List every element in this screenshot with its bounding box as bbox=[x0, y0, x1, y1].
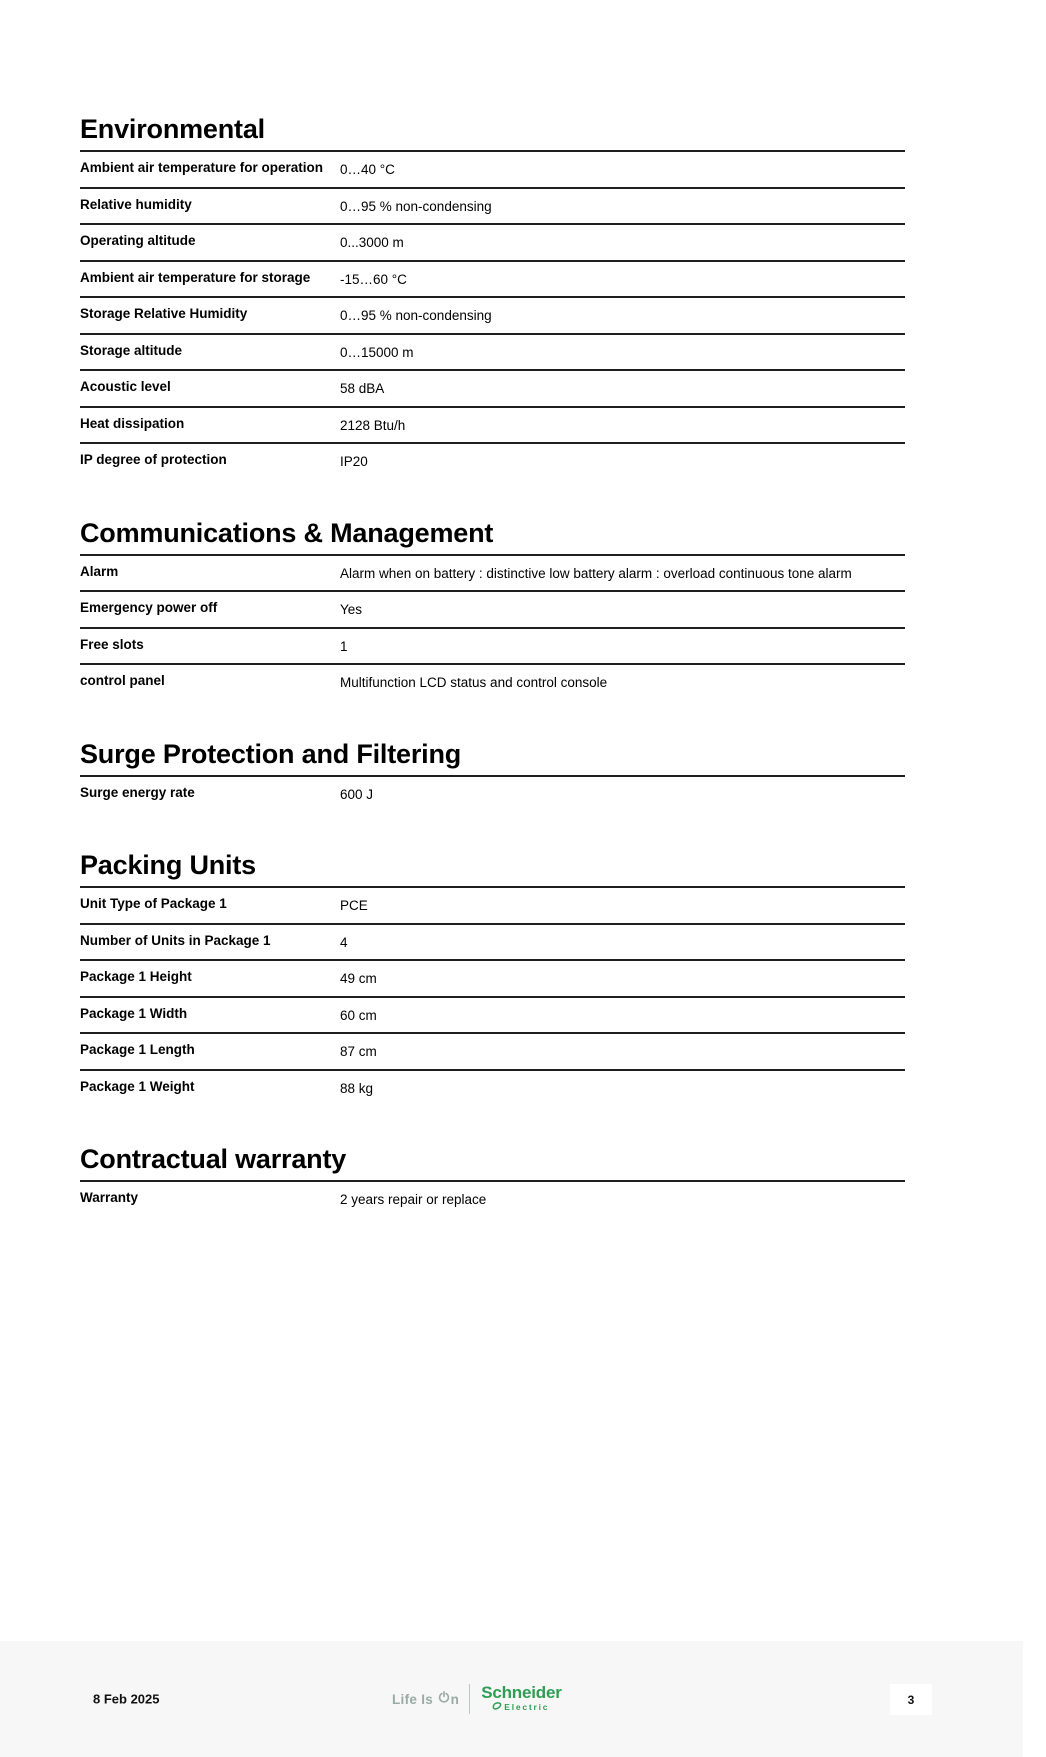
spec-label: Operating altitude bbox=[80, 233, 196, 248]
table-row bbox=[80, 998, 905, 1035]
section-title: Contractual warranty bbox=[80, 1145, 905, 1182]
spec-value: 58 dBA bbox=[340, 381, 385, 396]
table-row bbox=[80, 665, 905, 700]
logo-divider bbox=[469, 1684, 470, 1714]
spec-label: Storage altitude bbox=[80, 342, 183, 358]
spec-value: 4 bbox=[340, 934, 348, 950]
spec-label: Storage Relative Humidity bbox=[80, 306, 248, 321]
page-number-badge bbox=[890, 1684, 932, 1715]
table-row bbox=[80, 189, 905, 226]
schneider-wordmark bbox=[481, 1682, 562, 1713]
page-number: 3 bbox=[907, 1692, 915, 1707]
table-row bbox=[80, 556, 905, 593]
spec-label: Emergency power off bbox=[80, 600, 218, 615]
table-row bbox=[80, 335, 905, 372]
spec-label: Package 1 Height bbox=[80, 969, 192, 984]
life-is-on-text: n bbox=[450, 1691, 460, 1707]
spec-label: Ambient air temperature for storage bbox=[80, 269, 311, 285]
spec-label: Ambient air temperature for operation bbox=[80, 160, 324, 175]
spec-label: Relative humidity bbox=[80, 196, 192, 212]
section-contractual-warranty bbox=[80, 1145, 905, 1217]
table-row bbox=[80, 298, 905, 335]
schneider-electric-logo bbox=[392, 1684, 562, 1714]
table-row bbox=[80, 592, 905, 629]
spec-value: 49 cm bbox=[340, 971, 377, 986]
table-row bbox=[80, 888, 905, 925]
section-title: Environmental bbox=[80, 115, 905, 152]
section-title: Communications & Management bbox=[80, 519, 905, 556]
brand-sub bbox=[492, 1701, 549, 1713]
spec-value: Alarm when on battery : distinctive low battery alarm : overload continuous tone alarm bbox=[340, 565, 852, 581]
table-row bbox=[80, 777, 905, 812]
spec-sheet-content bbox=[80, 115, 905, 1217]
table-row bbox=[80, 961, 905, 998]
table-row bbox=[80, 1034, 905, 1071]
schneider-loop-icon bbox=[492, 1701, 502, 1713]
table-row bbox=[80, 1071, 905, 1106]
section-environmental bbox=[80, 115, 905, 479]
life-is-on-tagline bbox=[392, 1691, 459, 1708]
spec-label: Warranty bbox=[80, 1190, 139, 1205]
spec-value: 0…95 % non-condensing bbox=[340, 198, 492, 214]
spec-value: IP20 bbox=[340, 454, 368, 469]
table-row bbox=[80, 629, 905, 666]
power-icon bbox=[438, 1691, 450, 1707]
spec-value: 1 bbox=[340, 638, 348, 654]
spec-value: 60 cm bbox=[340, 1007, 377, 1023]
table-row bbox=[80, 925, 905, 962]
life-is-on-text: Life Is bbox=[392, 1691, 438, 1707]
table-row bbox=[80, 152, 905, 189]
spec-label: Alarm bbox=[80, 563, 119, 579]
spec-label: Package 1 Width bbox=[80, 1005, 188, 1021]
spec-value: 87 cm bbox=[340, 1044, 377, 1059]
spec-value: 0...3000 m bbox=[340, 235, 404, 250]
spec-label: Surge energy rate bbox=[80, 784, 195, 800]
section-communications-management bbox=[80, 519, 905, 700]
spec-label: control panel bbox=[80, 673, 165, 688]
spec-value: 0…15000 m bbox=[340, 344, 414, 360]
spec-value: 2 years repair or replace bbox=[340, 1192, 487, 1207]
section-packing-units bbox=[80, 851, 905, 1105]
brand-name: Schneider bbox=[481, 1682, 562, 1702]
spec-label: Free slots bbox=[80, 636, 144, 652]
page-footer bbox=[0, 1641, 1023, 1757]
spec-value: 600 J bbox=[340, 786, 374, 802]
spec-value: PCE bbox=[340, 898, 368, 913]
spec-value: 0…95 % non-condensing bbox=[340, 308, 492, 323]
footer-date: 8 Feb 2025 bbox=[93, 1691, 160, 1707]
spec-label: Package 1 Length bbox=[80, 1042, 195, 1057]
spec-value: Yes bbox=[340, 602, 363, 617]
table-row bbox=[80, 1182, 905, 1217]
table-row bbox=[80, 371, 905, 408]
section-surge-protection bbox=[80, 740, 905, 812]
section-title: Surge Protection and Filtering bbox=[80, 740, 905, 777]
section-title: Packing Units bbox=[80, 851, 905, 888]
spec-value: -15…60 °C bbox=[340, 271, 407, 287]
table-row bbox=[80, 262, 905, 299]
table-row bbox=[80, 444, 905, 479]
spec-label: Heat dissipation bbox=[80, 415, 185, 431]
spec-value: Multifunction LCD status and control console bbox=[340, 675, 608, 690]
spec-value: 88 kg bbox=[340, 1080, 374, 1096]
spec-label: Number of Units in Package 1 bbox=[80, 932, 271, 948]
table-row bbox=[80, 225, 905, 262]
table-row bbox=[80, 408, 905, 445]
brand-sub-text: Electric bbox=[504, 1701, 550, 1712]
spec-label: Package 1 Weight bbox=[80, 1078, 195, 1094]
spec-label: Unit Type of Package 1 bbox=[80, 896, 227, 911]
spec-label: Acoustic level bbox=[80, 379, 171, 394]
spec-label: IP degree of protection bbox=[80, 452, 227, 467]
spec-value: 0…40 °C bbox=[340, 162, 395, 177]
spec-value: 2128 Btu/h bbox=[340, 417, 406, 433]
